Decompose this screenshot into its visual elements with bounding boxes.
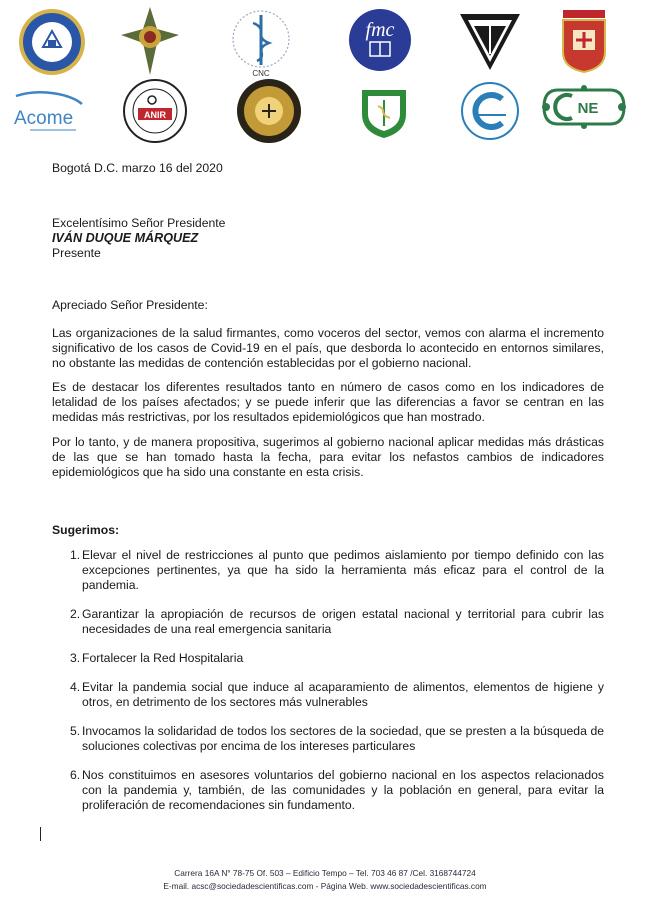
list-number: 2. bbox=[70, 607, 81, 621]
acome-icon bbox=[10, 90, 86, 136]
green-shield-icon bbox=[358, 86, 410, 140]
salutation: Apreciado Señor Presidente: bbox=[52, 298, 208, 312]
list-item bbox=[52, 651, 604, 666]
text-cursor bbox=[40, 827, 41, 841]
footer-contact: E-mail. acsc@sociedadescientificas.com - Página Web. www.sociedadescientificas.com bbox=[163, 881, 487, 891]
cne-label: NE bbox=[577, 100, 599, 117]
addressee-block bbox=[52, 216, 604, 261]
caduceus-icon bbox=[226, 3, 296, 81]
addressee-present: Presente bbox=[52, 246, 101, 260]
seal-icon bbox=[17, 7, 87, 77]
list-item bbox=[52, 768, 604, 813]
suggestions-heading: Sugerimos: bbox=[52, 523, 120, 537]
list-text: Garantizar la apropiación de recursos de origen estatal nacional y territorial para cubrir las necesidades de una real emergencia sanitaria bbox=[82, 607, 604, 636]
cne-icon bbox=[538, 82, 630, 132]
list-text: Invocamos la solidaridad de todos los sectores de la sociedad, que se presten a la búsqueda de soluciones colectivas por encima de los intereses particulares bbox=[82, 724, 604, 753]
list-number: 6. bbox=[70, 768, 81, 782]
list-item bbox=[52, 607, 604, 637]
letter-date: Bogotá D.C. marzo 16 del 2020 bbox=[52, 161, 223, 175]
cnc-label: CNC bbox=[252, 68, 270, 78]
list-text: Evitar la pandemia social que induce al acaparamiento de alimentos, elementos de higiene y otros, en detrimento de los sectores más vulnerables bbox=[82, 680, 604, 709]
list-item bbox=[52, 680, 604, 710]
gold-seal-icon bbox=[236, 78, 302, 144]
letter-footer bbox=[0, 867, 650, 893]
list-item bbox=[52, 548, 604, 593]
logo-header bbox=[0, 0, 650, 150]
suggestions-list bbox=[52, 548, 604, 827]
red-shield-icon bbox=[557, 8, 611, 74]
acome-label: Acome bbox=[14, 108, 74, 129]
cross-emblem-icon bbox=[117, 5, 183, 77]
addressee-title: Excelentísimo Señor Presidente bbox=[52, 216, 226, 230]
footer-address: Carrera 16A N° 78-75 Of. 503 – Edificio Tempo – Tel. 703 46 87 /Cel. 3168744724 bbox=[174, 868, 476, 878]
anir-label: ANIR bbox=[144, 110, 166, 120]
addressee-name: IVÁN DUQUE MÁRQUEZ bbox=[52, 231, 199, 245]
paragraph: Las organizaciones de la salud firmantes, como voceros del sector, vemos con alarma el incremento significativo de los casos de Covid-19 en el país, que desborda lo acontecido en entornos similares, no obstante las medidas de contención establecidas por el gobierno nacional. bbox=[52, 326, 604, 370]
fmc-label: fmc bbox=[365, 19, 395, 41]
list-text: Elevar el nivel de restricciones al punto que pedimos aislamiento por tiempo definido con las excepciones pertinentes, ya que ha sido la herramienta más eficaz para el control de la pandemia. bbox=[82, 548, 604, 592]
list-number: 1. bbox=[70, 548, 81, 562]
list-item bbox=[52, 724, 604, 754]
list-text: Nos constituimos en asesores voluntarios del gobierno nacional en los aspectos relacionados con la pandemia y, también, de las comunidades y la población en general, para evitar la proliferación de recomendaciones sin fundamento. bbox=[82, 768, 604, 812]
fmc-circle-icon bbox=[348, 8, 412, 72]
list-number: 4. bbox=[70, 680, 81, 694]
triangle-caduceus-icon bbox=[458, 10, 522, 72]
paragraph: Por lo tanto, y de manera propositiva, sugerimos al gobierno nacional aplicar medidas más drásticas de las que se han tomado hasta la fecha, para evitar los nefastos cambios de indicadores epidemiológicos que ha sido una constante en esta crisis. bbox=[52, 435, 604, 479]
list-text: Fortalecer la Red Hospitalaria bbox=[82, 651, 244, 665]
paragraph: Es de destacar los diferentes resultados tanto en número de casos como en los indicadores de letalidad de los países afectados; y se puede inferir que las diferencias a favor se centran en las medidas más restrictivas, por los resultados epidemiológicos que han mostrado. bbox=[52, 380, 604, 424]
anir-seal-icon bbox=[122, 78, 188, 144]
list-number: 5. bbox=[70, 724, 81, 738]
list-number: 3. bbox=[70, 651, 81, 665]
blue-c-icon bbox=[460, 81, 520, 141]
